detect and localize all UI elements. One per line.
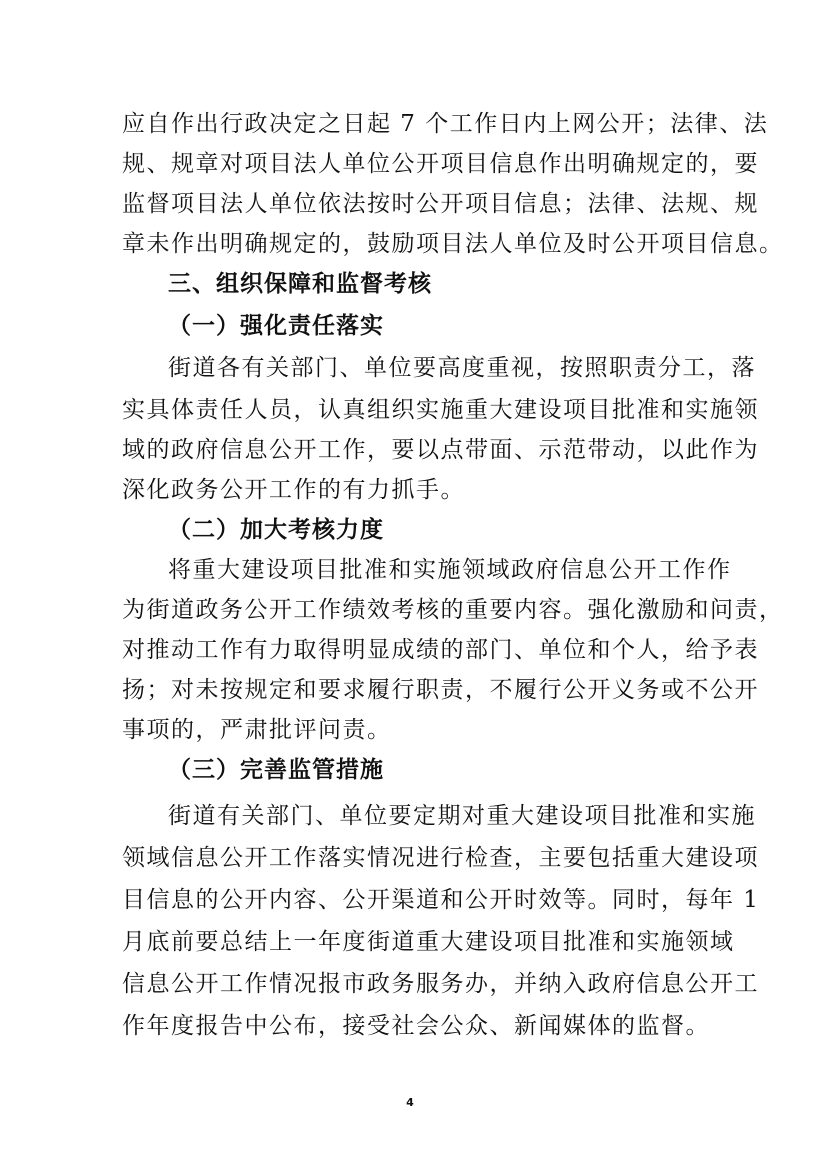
section-heading: 三、组织保障和监督考核 [168,270,432,297]
body-text-line: 信息公开工作情况报市政务服务办，并纳入政府信息公开工 [122,971,759,997]
body-text-line: 深化政务公开工作的有力抓手。 [122,477,465,503]
body-text-line: 将重大建设项目批准和实施领域政府信息公开工作作 [168,557,732,583]
body-text-line: 实具体责任人员，认真组织实施重大建设项目批准和实施领 [122,397,759,423]
body-text-line: 目信息的公开内容、公开渠道和公开时效等。同时，每年 1 [122,887,760,913]
body-text-line: 应自作出行政决定之日起 7 个工作日内上网公开；法律、法 [122,111,769,137]
subsection-heading: （一）强化责任落实 [168,312,384,339]
body-text-line: 领域信息公开工作落实情况进行检查，主要包括重大建设项 [122,845,759,871]
body-text-line: 事项的，严肃批评问责。 [122,717,392,743]
page-number: 4 [406,1096,414,1109]
body-text-line: 对推动工作有力取得明显成绩的部门、单位和个人，给予表 [122,637,759,663]
body-text-line: 街道有关部门、单位要定期对重大建设项目批准和实施 [168,803,756,829]
body-text-line: 街道各有关部门、单位要高度重视，按照职责分工，落 [168,355,756,381]
body-text-line: 扬；对未按规定和要求履行职责，不履行公开义务或不公开 [122,677,759,703]
body-text-line: 域的政府信息公开工作，要以点带面、示范带动，以此作为 [122,437,759,463]
subsection-heading: （二）加大考核力度 [168,516,384,543]
body-text-line: 监督项目法人单位依法按时公开项目信息；法律、法规、规 [122,191,759,217]
body-text-line: 章未作出明确规定的，鼓励项目法人单位及时公开项目信息。 [122,231,784,257]
subsection-heading: （三）完善监管措施 [168,756,384,783]
body-text-line: 规、规章对项目法人单位公开项目信息作出明确规定的，要 [122,151,759,177]
body-text-line: 作年度报告中公布，接受社会公众、新闻媒体的监督。 [122,1013,710,1039]
body-text-line: 为街道政务公开工作绩效考核的重要内容。强化激励和问责， [122,597,784,623]
body-text-line: 月底前要总结上一年度街道重大建设项目批准和实施领域 [122,929,735,955]
